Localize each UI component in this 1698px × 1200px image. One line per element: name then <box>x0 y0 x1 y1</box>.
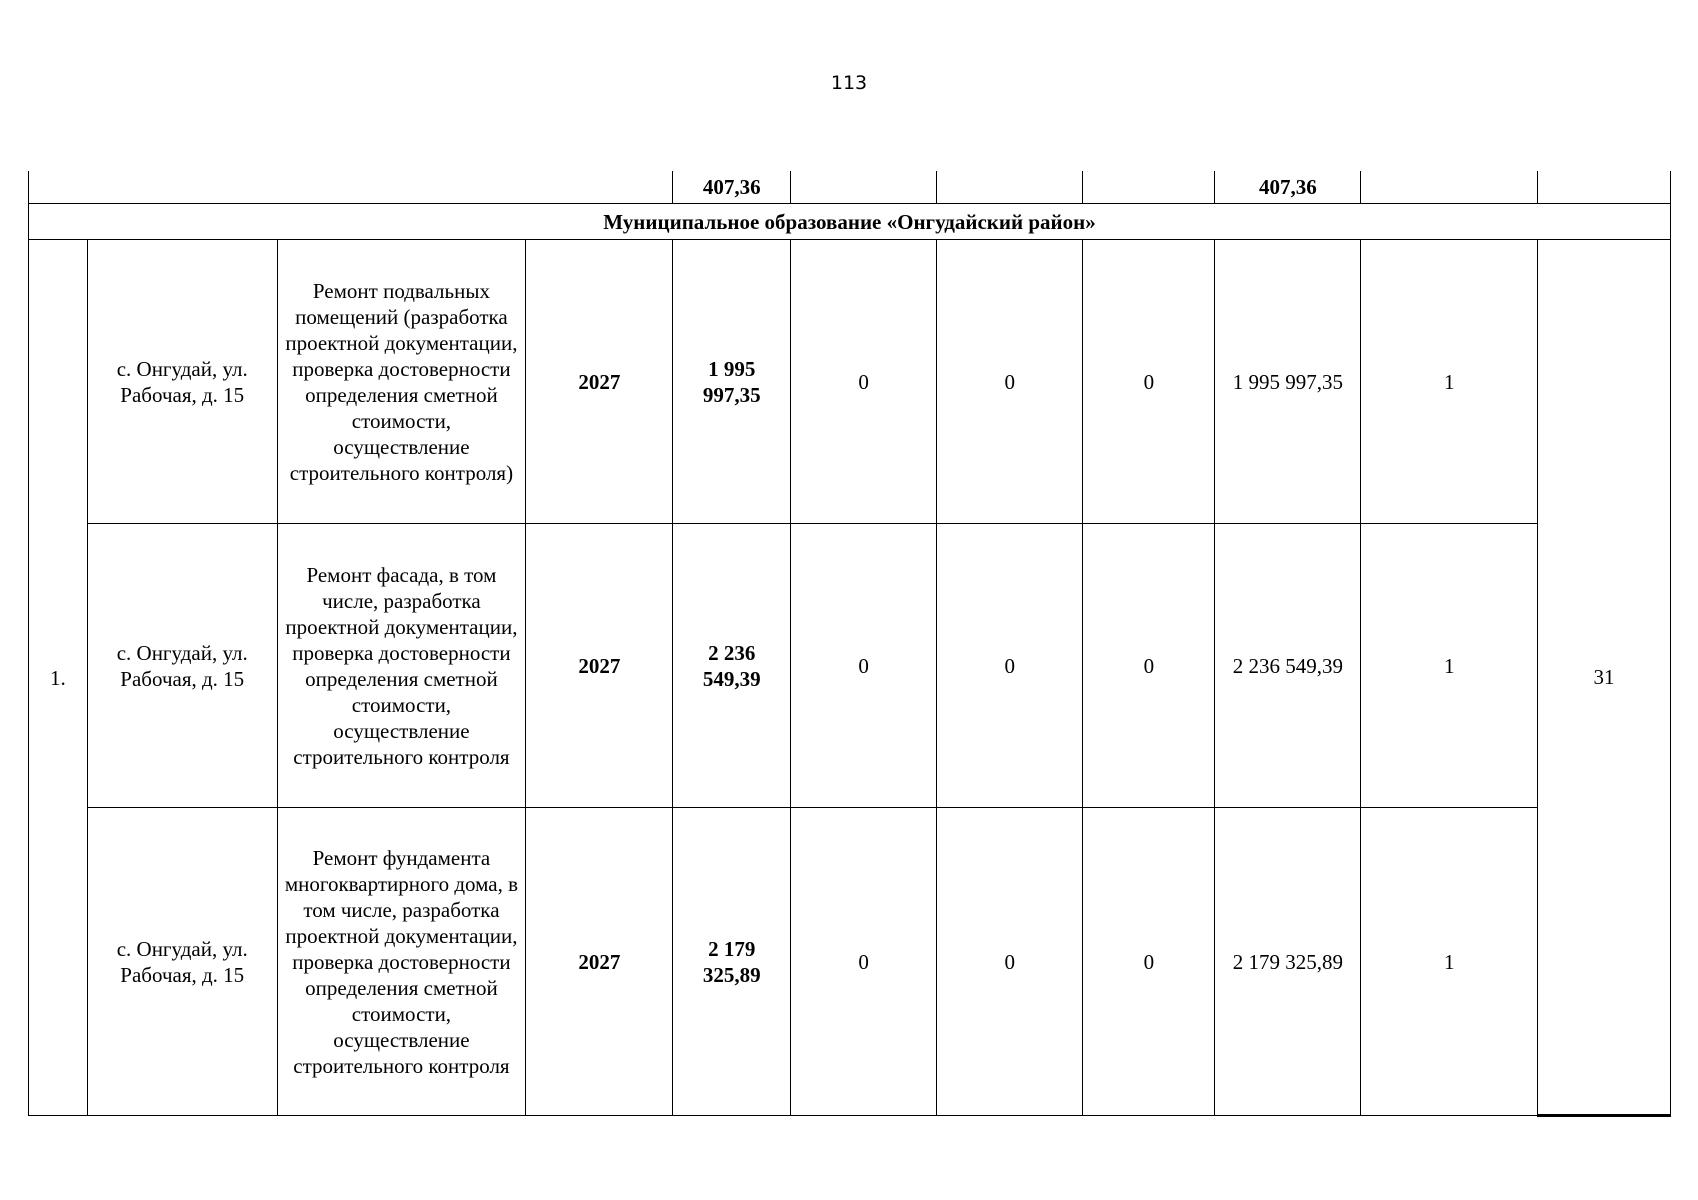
total-cost-cell: 2 236 549,39 <box>673 524 791 808</box>
table-row <box>29 808 1671 1116</box>
section-title: Муниципальное образование «Онгудайский район» <box>29 204 1671 240</box>
value-cell: 0 <box>1083 808 1215 1116</box>
address-cell: с. Онгудай, ул. Рабочая, д. 15 <box>87 524 277 808</box>
value-cell: 0 <box>791 524 937 808</box>
units-cell: 1 <box>1361 240 1538 524</box>
work-type-cell: Ремонт фасада, в том числе, разработка проектной документации, проверка достоверности определения сметной стоимости, осуществление строительного контроля <box>277 524 526 808</box>
address-cell: с. Онгудай, ул. Рабочая, д. 15 <box>87 808 277 1116</box>
year-cell: 2027 <box>526 808 673 1116</box>
table-row <box>29 240 1671 524</box>
value-cell: 0 <box>937 524 1083 808</box>
page-number: 113 <box>830 72 868 94</box>
section-header-row <box>29 204 1671 240</box>
work-type-cell: Ремонт фундамента многоквартирного дома, в том числе, разработка проектной документации, проверка достоверности определения сметной стоимости, осуществление строительного контроля <box>277 808 526 1116</box>
address-cell: с. Онгудай, ул. Рабочая, д. 15 <box>87 240 277 524</box>
value-cell: 0 <box>1083 240 1215 524</box>
carryover-empty-cell <box>1083 171 1215 204</box>
carryover-empty-cell <box>1537 171 1670 204</box>
carryover-empty-cell <box>791 171 937 204</box>
work-type-cell: Ремонт подвальных помещений (разработка проектной документации, проверка достоверности определения сметной стоимости, осуществление строительного контроля) <box>277 240 526 524</box>
group-count: 31 <box>1537 240 1670 1116</box>
fund-cost-cell: 2 236 549,39 <box>1215 524 1361 808</box>
units-cell: 1 <box>1361 524 1538 808</box>
value-cell: 0 <box>1083 524 1215 808</box>
carryover-label-cell <box>29 171 673 204</box>
capital-repair-table <box>28 171 1671 1117</box>
table-row <box>29 524 1671 808</box>
fund-cost-cell: 2 179 325,89 <box>1215 808 1361 1116</box>
value-cell: 0 <box>791 808 937 1116</box>
year-cell: 2027 <box>526 240 673 524</box>
carryover-empty-cell <box>937 171 1083 204</box>
carryover-fund-total: 407,36 <box>1215 171 1361 204</box>
fund-cost-cell: 1 995 997,35 <box>1215 240 1361 524</box>
total-cost-cell: 2 179 325,89 <box>673 808 791 1116</box>
carryover-total-cost: 407,36 <box>673 171 791 204</box>
value-cell: 0 <box>937 808 1083 1116</box>
year-cell: 2027 <box>526 524 673 808</box>
carryover-row <box>29 171 1671 204</box>
group-number: 1. <box>29 240 88 1116</box>
value-cell: 0 <box>791 240 937 524</box>
units-cell: 1 <box>1361 808 1538 1116</box>
value-cell: 0 <box>937 240 1083 524</box>
carryover-empty-cell <box>1361 171 1538 204</box>
total-cost-cell: 1 995 997,35 <box>673 240 791 524</box>
